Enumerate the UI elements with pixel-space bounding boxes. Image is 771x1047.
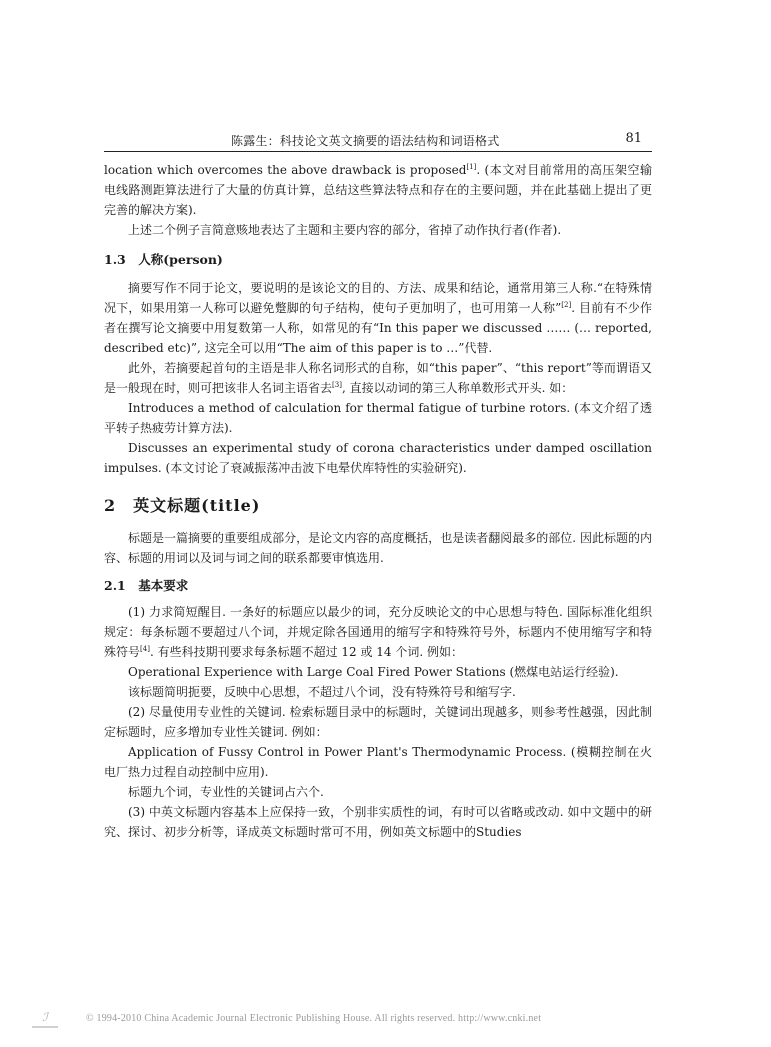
paragraph-subject-omission: 此外，若摘要起首句的主语是非人称名词形式的自称，如“this paper”、“this report”等而谓语又是一般现在时，则可把该非人名词主语省去[3], 直接以动词的第三人称单数形式开头. 如：	[104, 361, 652, 395]
example-introduces: Introduces a method of calculation for thermal fatigue of turbine rotors. (本文介绍了透平转子热疲劳计算方法).	[104, 401, 652, 435]
paragraph-example-comment-1: 该标题简明扼要，反映中心思想，不超过八个词，没有特殊符号和缩写字.	[128, 685, 516, 699]
paragraph-requirement-2: (2) 尽量使用专业性的关键词. 检索标题目录中的标题时，关键词出现越多，则参考性越强，因此制定标题时，应多增加专业性关键词. 例如：	[104, 705, 652, 739]
reference-marker: [3]	[332, 381, 342, 389]
running-header	[104, 131, 652, 152]
reference-marker: [1]	[466, 163, 477, 171]
copyright-footer	[32, 1010, 732, 1030]
paragraph-person: 摘要写作不同于论文，要说明的是该论文的目的、方法、成果和结论，通常用第三人称.“在特殊情况下，如果用第一人称可以避免蹩脚的句子结构，使句子更加明了，也可用第一人称”[2]. 目前有不少作者在撰写论文摘要中用复数第一人称，如常见的有“In this paper we discussed …… (… reported, described etc)”, 这完全可以用“The aim of this paper is to …”代替.	[104, 281, 652, 355]
section-heading-2-1: 2.1 基本要求	[104, 578, 189, 593]
example-discusses: Discusses an experimental study of corona characteristics under damped oscillation impulses. (本文讨论了衰减振荡冲击波下电晕伏库特性的实验研究).	[104, 441, 652, 475]
paragraph-example-comment-2: 标题九个词，专业性的关键词占六个.	[128, 785, 324, 799]
copyright-text: © 1994-2010 China Academic Journal Electronic Publishing House. All rights reserved. http://www.cnki.net	[86, 1013, 542, 1024]
paragraph-requirement-1: (1) 力求简短醒目. 一条好的标题应以最少的词，充分反映论文的中心思想与特色. 国际标准化组织规定：每条标题不要超过八个词，并规定除各国通用的缩写字和特殊符号外，标题内不使用缩写字和特殊符号[4]. 有些科技期刊要求每条标题不超过 12 或 14 个词. 例如：	[104, 605, 652, 659]
paragraph-title-intro: 标题是一篇摘要的重要组成部分，是论文内容的高度概括，也是读者翻阅最多的部位. 因此标题的内容、标题的用词以及词与词之间的联系都要审慎选用.	[104, 531, 652, 565]
reference-marker: [4]	[140, 645, 150, 653]
example-fussy-control: Application of Fussy Control in Power Plant's Thermodynamic Process. (模糊控制在火电厂热力过程自动控制中应用).	[104, 745, 652, 779]
section-heading-1-3: 1.3 人称(person)	[104, 252, 223, 267]
reference-marker: [2]	[561, 301, 572, 309]
paragraph-requirement-3: (3) 中英文标题内容基本上应保持一致，个别非实质性的词，有时可以省略或改动. 如中文题中的研究、探讨、初步分析等，译成英文标题时常可不用，例如英文标题中的Studies	[104, 805, 652, 839]
article-body	[104, 160, 652, 842]
example-operational: Operational Experience with Large Coal Fired Power Stations (燃煤电站运行经验).	[128, 665, 619, 679]
section-heading-2: 2 英文标题(title)	[104, 496, 261, 515]
paragraph-summary: 上述二个例子言简意赅地表达了主题和主要内容的部分，省掉了动作执行者(作者).	[128, 223, 562, 237]
page-number: 81	[625, 131, 642, 146]
header-title: 陈露生：科技论文英文摘要的语法结构和词语格式	[231, 134, 500, 148]
paragraph-continued: location which overcomes the above drawback is proposed[1]. (本文对目前常用的高压架空输电线路测距算法进行了大量的仿真计算，总结这些算法特点和存在的主要问题，并在此基础上提出了更完善的解决方案).	[104, 163, 653, 217]
cnki-logo-icon: ℐ	[32, 1010, 58, 1028]
